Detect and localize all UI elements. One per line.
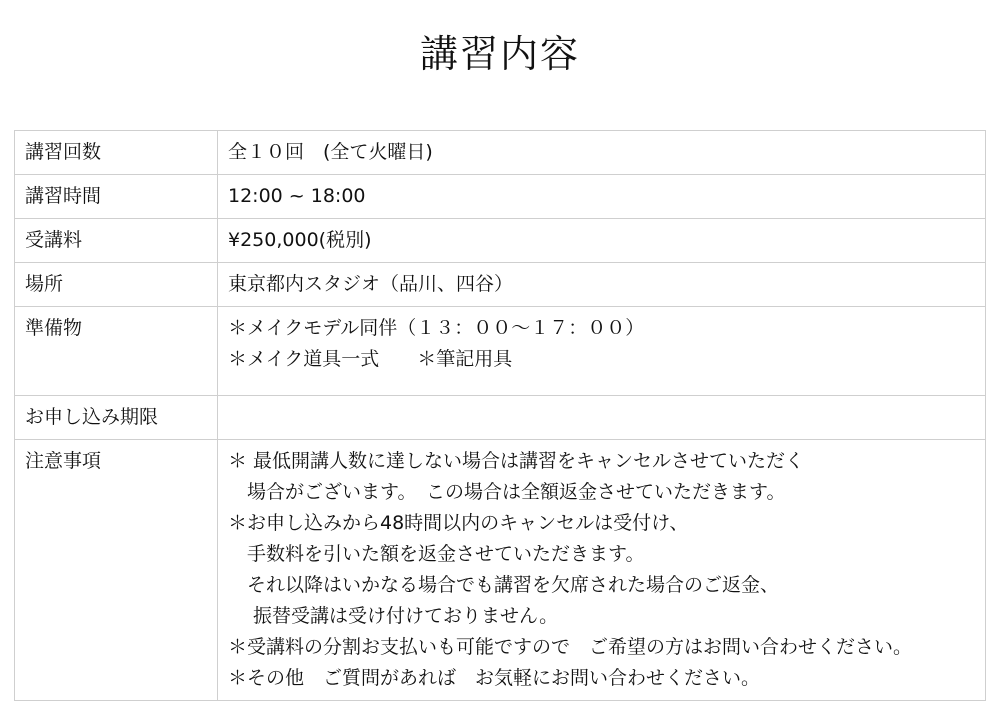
note-line: ＊その他 ご質問があれば お気軽にお問い合わせください。 xyxy=(228,667,761,689)
row-label: 講習回数 xyxy=(15,131,218,175)
table-row-sessions xyxy=(15,131,986,175)
row-label: 注意事項 xyxy=(15,440,218,701)
row-value xyxy=(218,219,986,263)
value-line: 東京都内スタジオ（品川、四谷） xyxy=(228,273,514,295)
row-value xyxy=(218,175,986,219)
row-value xyxy=(218,307,986,396)
note-line: ＊受講料の分割お支払いも可能ですので ご希望の方はお問い合わせください。 xyxy=(228,636,913,658)
note-line: それ以降はいかなる場合でも講習を欠席された場合のご返金、 xyxy=(228,574,780,596)
row-label: 場所 xyxy=(15,263,218,307)
table-row-deadline xyxy=(15,396,986,440)
row-label: 講習時間 xyxy=(15,175,218,219)
value-line: ＊メイクモデル同伴（１３：００〜１７：００） xyxy=(228,317,645,339)
table-row-preparation xyxy=(15,307,986,396)
note-line: 手数料を引いた額を返金させていただきます。 xyxy=(228,543,645,565)
table-row-location xyxy=(15,263,986,307)
row-label: 受講料 xyxy=(15,219,218,263)
row-value xyxy=(218,131,986,175)
row-value xyxy=(218,440,986,701)
table-row-time xyxy=(15,175,986,219)
note-line: 振替受講は受け付けておりません。 xyxy=(228,605,559,627)
value-line: ＊メイク道具一式 ＊筆記用具 xyxy=(228,348,513,370)
page-title: 講習内容 xyxy=(419,32,580,76)
value-line: 全１０回 (全て火曜日) xyxy=(228,141,433,163)
value-line: ¥250,000(税別) xyxy=(228,229,372,251)
row-value xyxy=(218,263,986,307)
table-row-notes xyxy=(15,440,986,701)
value-line: 12:00 ~ 18:00 xyxy=(228,185,366,207)
note-line: 場合がございます。 この場合は全額返金させていただきます。 xyxy=(228,481,786,503)
table-row-fee xyxy=(15,219,986,263)
note-line: ＊お申し込みから48時間以内のキャンセルは受付け、 xyxy=(228,512,689,534)
value-line xyxy=(228,402,975,433)
row-label: 準備物 xyxy=(15,307,218,396)
course-info-table xyxy=(14,130,986,701)
note-line: ＊ 最低開講人数に達しない場合は講習をキャンセルさせていただく xyxy=(228,450,805,472)
row-label: お申し込み期限 xyxy=(15,396,218,440)
row-value xyxy=(218,396,986,440)
